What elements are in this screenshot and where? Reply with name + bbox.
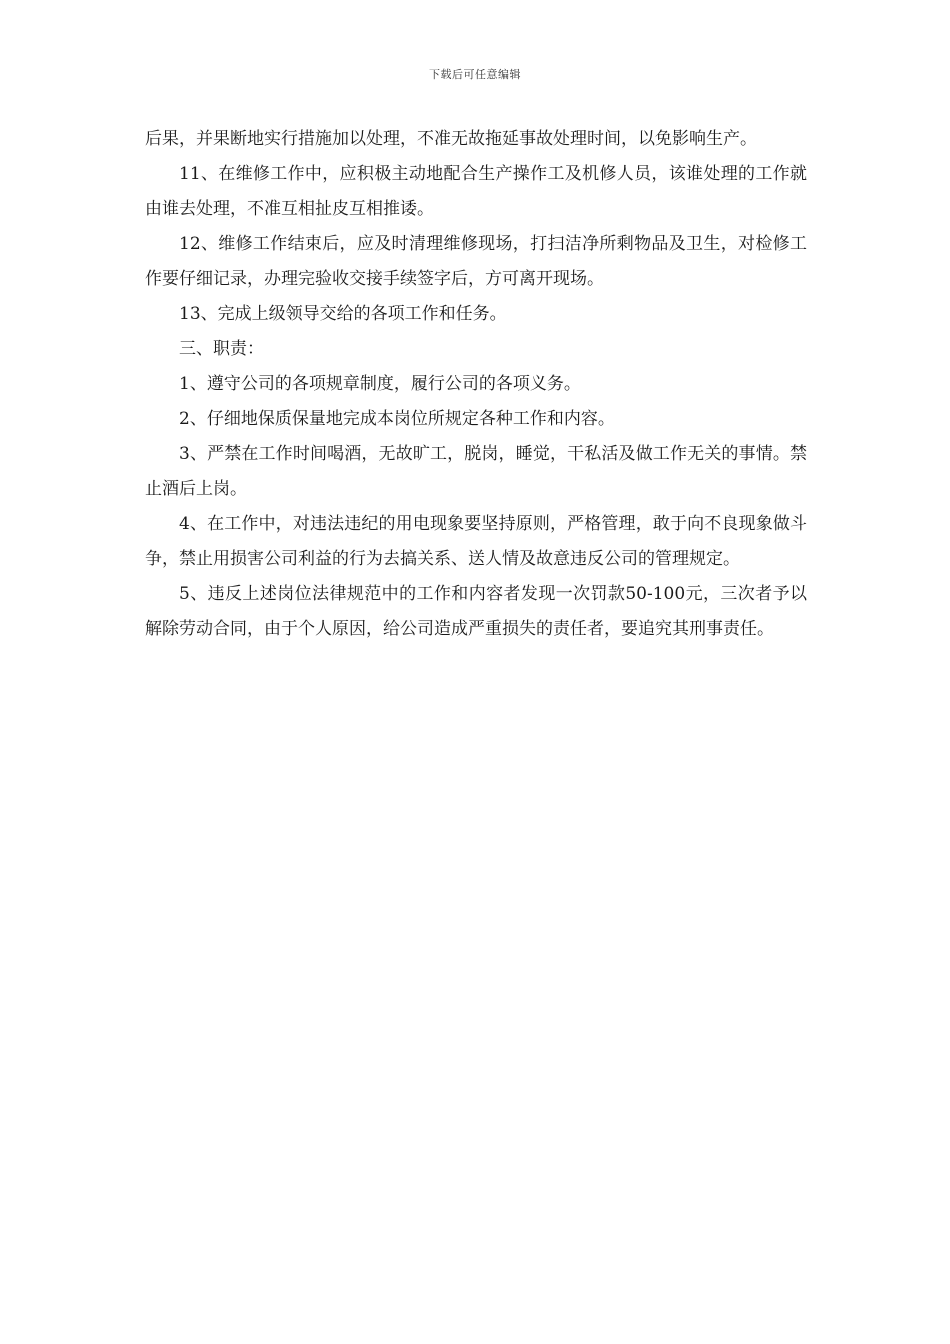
paragraph-duty-2: 2、仔细地保质保量地完成本岗位所规定各种工作和内容。 <box>179 409 615 429</box>
header-note: 下载后可任意编辑 <box>429 68 521 81</box>
document-body <box>145 122 807 647</box>
paragraph-continuation: 后果，并果断地实行措施加以处理，不准无故拖延事故处理时间，以免影响生产。 <box>145 129 757 149</box>
paragraph-item-13: 13、完成上级领导交给的各项工作和任务。 <box>179 304 507 324</box>
paragraph-duty-5: 5、违反上述岗位法律规范中的工作和内容者发现一次罚款50-100元，三次者予以解除劳动合同，由于个人原因，给公司造成严重损失的责任者，要追究其刑事责任。 <box>145 584 807 639</box>
paragraph-item-12: 12、维修工作结束后，应及时清理维修现场，打扫洁净所剩物品及卫生，对检修工作要仔细记录，办理完验收交接手续签字后，方可离开现场。 <box>145 234 807 289</box>
section-heading-duties: 三、职责： <box>179 339 264 359</box>
paragraph-duty-1: 1、遵守公司的各项规章制度，履行公司的各项义务。 <box>179 374 581 394</box>
paragraph-duty-3: 3、严禁在工作时间喝酒，无故旷工，脱岗，睡觉，干私活及做工作无关的事情。禁止酒后上岗。 <box>145 444 807 499</box>
paragraph-item-11: 11、在维修工作中，应积极主动地配合生产操作工及机修人员，该谁处理的工作就由谁去处理，不准互相扯皮互相推诿。 <box>145 164 807 219</box>
paragraph-duty-4: 4、在工作中，对违法违纪的用电现象要坚持原则，严格管理，敢于向不良现象做斗争，禁止用损害公司利益的行为去搞关系、送人情及故意违反公司的管理规定。 <box>145 514 807 569</box>
